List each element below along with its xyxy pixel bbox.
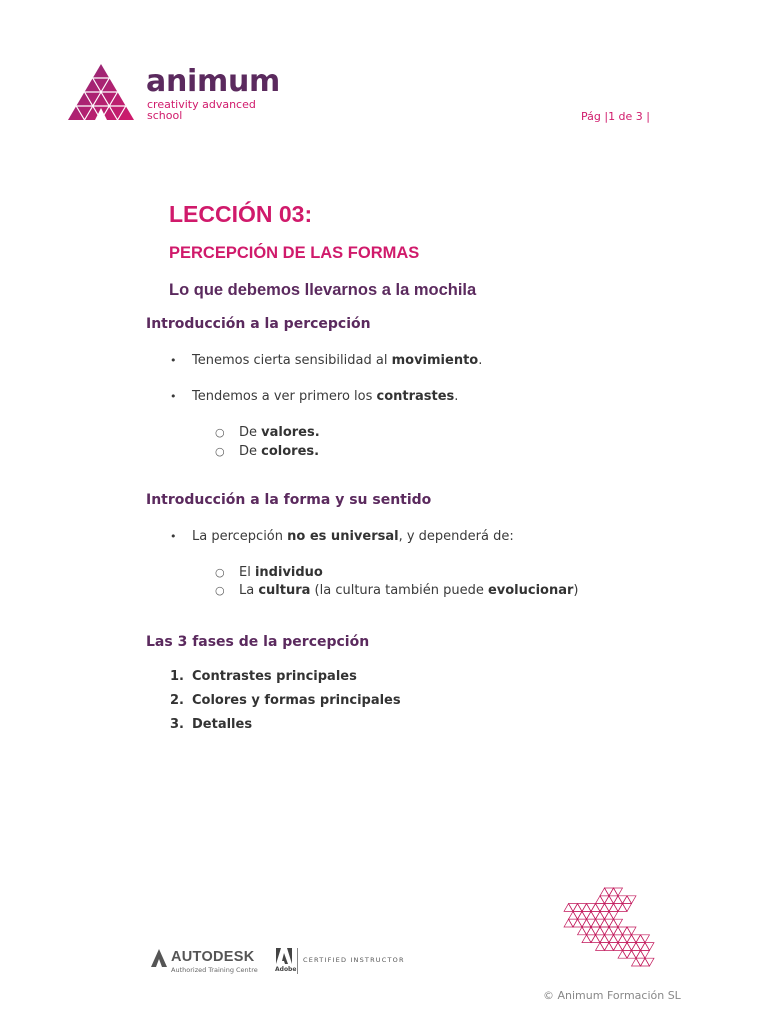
list-item-text: , y dependerá de: — [398, 529, 514, 544]
pattern-triangle — [645, 943, 654, 951]
pattern-triangle — [636, 958, 645, 966]
list-item-emphasis: cultura — [258, 583, 311, 598]
pattern-triangle — [636, 935, 645, 943]
pattern-triangle — [591, 927, 600, 935]
pattern-triangle — [627, 943, 636, 951]
pattern-triangle — [609, 911, 618, 919]
pattern-triangle — [600, 943, 609, 951]
pattern-triangle — [605, 943, 614, 951]
pattern-triangle — [623, 943, 632, 951]
takeaway-heading: Lo que debemos llevarnos a la mochila — [169, 281, 477, 299]
list-item — [170, 388, 458, 406]
list-item-text: ) — [573, 583, 579, 598]
list-number: 1. — [170, 669, 184, 684]
pattern-triangle — [591, 904, 600, 912]
list-number: 3. — [170, 717, 184, 732]
autodesk-logo-icon — [150, 948, 168, 968]
pattern-triangle — [600, 919, 609, 927]
numbered-item-text: Detalles — [192, 717, 253, 732]
list-item-emphasis: valores. — [261, 425, 320, 440]
pattern-triangle — [596, 911, 605, 919]
sub-list-item — [215, 564, 323, 582]
pattern-triangle — [614, 935, 623, 943]
pattern-triangle — [614, 943, 623, 951]
pattern-triangle — [587, 919, 596, 927]
list-item-text: (la cultura también puede — [310, 583, 488, 598]
pattern-triangle — [632, 935, 641, 943]
brand-name: animum — [146, 64, 280, 99]
pattern-triangle — [582, 919, 591, 927]
pattern-triangle — [600, 904, 609, 912]
pattern-triangle — [623, 896, 632, 904]
pattern-triangle — [627, 896, 636, 904]
list-item-emphasis: movimiento — [391, 353, 479, 368]
pattern-triangle — [591, 919, 600, 927]
logo-divider — [297, 948, 298, 974]
pattern-triangle — [645, 958, 654, 966]
pattern-triangle — [614, 896, 623, 904]
pattern-triangle — [578, 927, 587, 935]
pattern-triangle — [582, 911, 591, 919]
pattern-triangle — [636, 943, 645, 951]
pattern-triangle — [627, 935, 636, 943]
circle-bullet-icon: ○ — [215, 426, 225, 439]
pattern-triangle — [596, 896, 605, 904]
pattern-triangle — [609, 943, 618, 951]
pattern-triangle — [605, 888, 614, 896]
sub-list-item — [215, 582, 579, 600]
list-item-emphasis: colores. — [261, 444, 320, 459]
pattern-triangle — [587, 927, 596, 935]
bullet-icon: • — [170, 354, 177, 367]
pattern-triangle — [627, 950, 636, 958]
pattern-triangle — [632, 950, 641, 958]
pattern-triangle — [609, 904, 618, 912]
pattern-triangle — [596, 904, 605, 912]
numbered-item — [170, 716, 252, 734]
autodesk-wordmark: AUTODESK — [171, 949, 255, 965]
pattern-triangle — [600, 911, 609, 919]
circle-bullet-icon: ○ — [215, 445, 225, 458]
pattern-triangle — [636, 950, 645, 958]
pattern-triangle — [587, 911, 596, 919]
pattern-triangle — [582, 935, 591, 943]
sub-list-item — [215, 443, 319, 461]
pattern-triangle — [609, 896, 618, 904]
numbered-item — [170, 668, 357, 686]
pattern-triangle — [614, 904, 623, 912]
pattern-triangle — [609, 919, 618, 927]
adobe-wordmark: Adobe — [275, 966, 297, 973]
numbered-item — [170, 692, 401, 710]
pattern-triangle — [596, 927, 605, 935]
lesson-title: LECCIÓN 03: — [169, 201, 313, 227]
list-item-text: Tendemos a ver primero los — [192, 389, 377, 404]
pattern-triangle — [632, 958, 641, 966]
pattern-triangle — [578, 911, 587, 919]
list-item-emphasis: contrastes — [376, 389, 455, 404]
pattern-triangle — [596, 935, 605, 943]
bullet-icon: • — [170, 530, 177, 543]
triangle-pattern-graphic — [562, 886, 662, 978]
pattern-triangle — [564, 904, 573, 912]
pattern-triangle — [623, 904, 632, 912]
pattern-triangle — [600, 896, 609, 904]
list-item-text: El — [239, 565, 255, 580]
autodesk-subtitle: Authorized Training Centre — [171, 966, 258, 974]
pattern-triangle — [569, 904, 578, 912]
pattern-triangle — [605, 896, 614, 904]
pattern-triangle — [609, 888, 618, 896]
list-item-text: Tenemos cierta sensibilidad al — [192, 353, 392, 368]
pattern-triangle — [605, 911, 614, 919]
list-item-text: La percepción — [192, 529, 288, 544]
pattern-triangle — [582, 904, 591, 912]
pattern-triangle — [587, 935, 596, 943]
pattern-triangle — [614, 927, 623, 935]
certified-instructor-label: CERTIFIED INSTRUCTOR — [303, 956, 405, 964]
copyright-notice: © Animum Formación SL — [543, 989, 681, 1002]
list-number: 2. — [170, 693, 184, 708]
pattern-triangle — [614, 888, 623, 896]
pattern-triangle — [596, 919, 605, 927]
list-item-text: . — [478, 353, 483, 368]
circle-bullet-icon: ○ — [215, 584, 225, 597]
pattern-triangle — [641, 950, 650, 958]
pattern-triangle — [641, 943, 650, 951]
animum-logo-icon — [66, 62, 136, 122]
pattern-triangle — [564, 919, 573, 927]
page-number: Pág |1 de 3 | — [581, 110, 651, 123]
section-heading: Introducción a la percepción — [146, 316, 371, 332]
pattern-triangle — [591, 911, 600, 919]
pattern-triangle — [623, 927, 632, 935]
sub-list-item — [215, 424, 320, 442]
pattern-triangle — [618, 927, 627, 935]
pattern-triangle — [605, 919, 614, 927]
section-heading: Introducción a la forma y su sentido — [146, 492, 432, 508]
pattern-triangle — [573, 919, 582, 927]
numbered-item-text: Contrastes principales — [192, 669, 357, 684]
pattern-triangle — [600, 935, 609, 943]
pattern-triangle — [573, 911, 582, 919]
pattern-triangle — [641, 958, 650, 966]
pattern-triangle — [609, 927, 618, 935]
pattern-triangle — [578, 919, 587, 927]
pattern-triangle — [609, 935, 618, 943]
adobe-logo-icon — [275, 947, 293, 965]
pattern-triangle — [605, 935, 614, 943]
pattern-triangle — [605, 927, 614, 935]
pattern-triangle — [573, 904, 582, 912]
list-item-text: . — [454, 389, 459, 404]
pattern-triangle — [618, 896, 627, 904]
section-heading: Las 3 fases de la percepción — [146, 634, 370, 650]
pattern-triangle — [600, 927, 609, 935]
pattern-triangle — [614, 919, 623, 927]
pattern-triangle — [591, 935, 600, 943]
pattern-triangle — [618, 950, 627, 958]
pattern-triangle — [582, 927, 591, 935]
pattern-triangle — [627, 927, 636, 935]
pattern-triangle — [587, 904, 596, 912]
pattern-triangle — [623, 935, 632, 943]
pattern-triangle — [632, 943, 641, 951]
numbered-item-text: Colores y formas principales — [192, 693, 401, 708]
list-item-emphasis: no es universal — [287, 529, 399, 544]
pattern-triangle — [623, 950, 632, 958]
bullet-icon: • — [170, 390, 177, 403]
list-item-text: La — [239, 583, 259, 598]
pattern-triangle — [600, 888, 609, 896]
list-item-emphasis: individuo — [254, 565, 323, 580]
list-item — [170, 528, 514, 546]
list-item — [170, 352, 482, 370]
lesson-subtitle: PERCEPCIÓN DE LAS FORMAS — [169, 244, 420, 262]
brand-tagline: creativity advanced school — [147, 98, 256, 122]
pattern-triangle — [569, 919, 578, 927]
list-item-text: De — [239, 425, 262, 440]
pattern-triangle — [569, 911, 578, 919]
pattern-triangle — [578, 904, 587, 912]
pattern-triangle — [596, 943, 605, 951]
list-item-emphasis: evolucionar — [487, 583, 574, 598]
pattern-triangle — [605, 904, 614, 912]
pattern-triangle — [618, 935, 627, 943]
pattern-triangle — [618, 904, 627, 912]
list-item-text: De — [239, 444, 262, 459]
pattern-triangle — [618, 943, 627, 951]
circle-bullet-icon: ○ — [215, 566, 225, 579]
pattern-triangle — [641, 935, 650, 943]
